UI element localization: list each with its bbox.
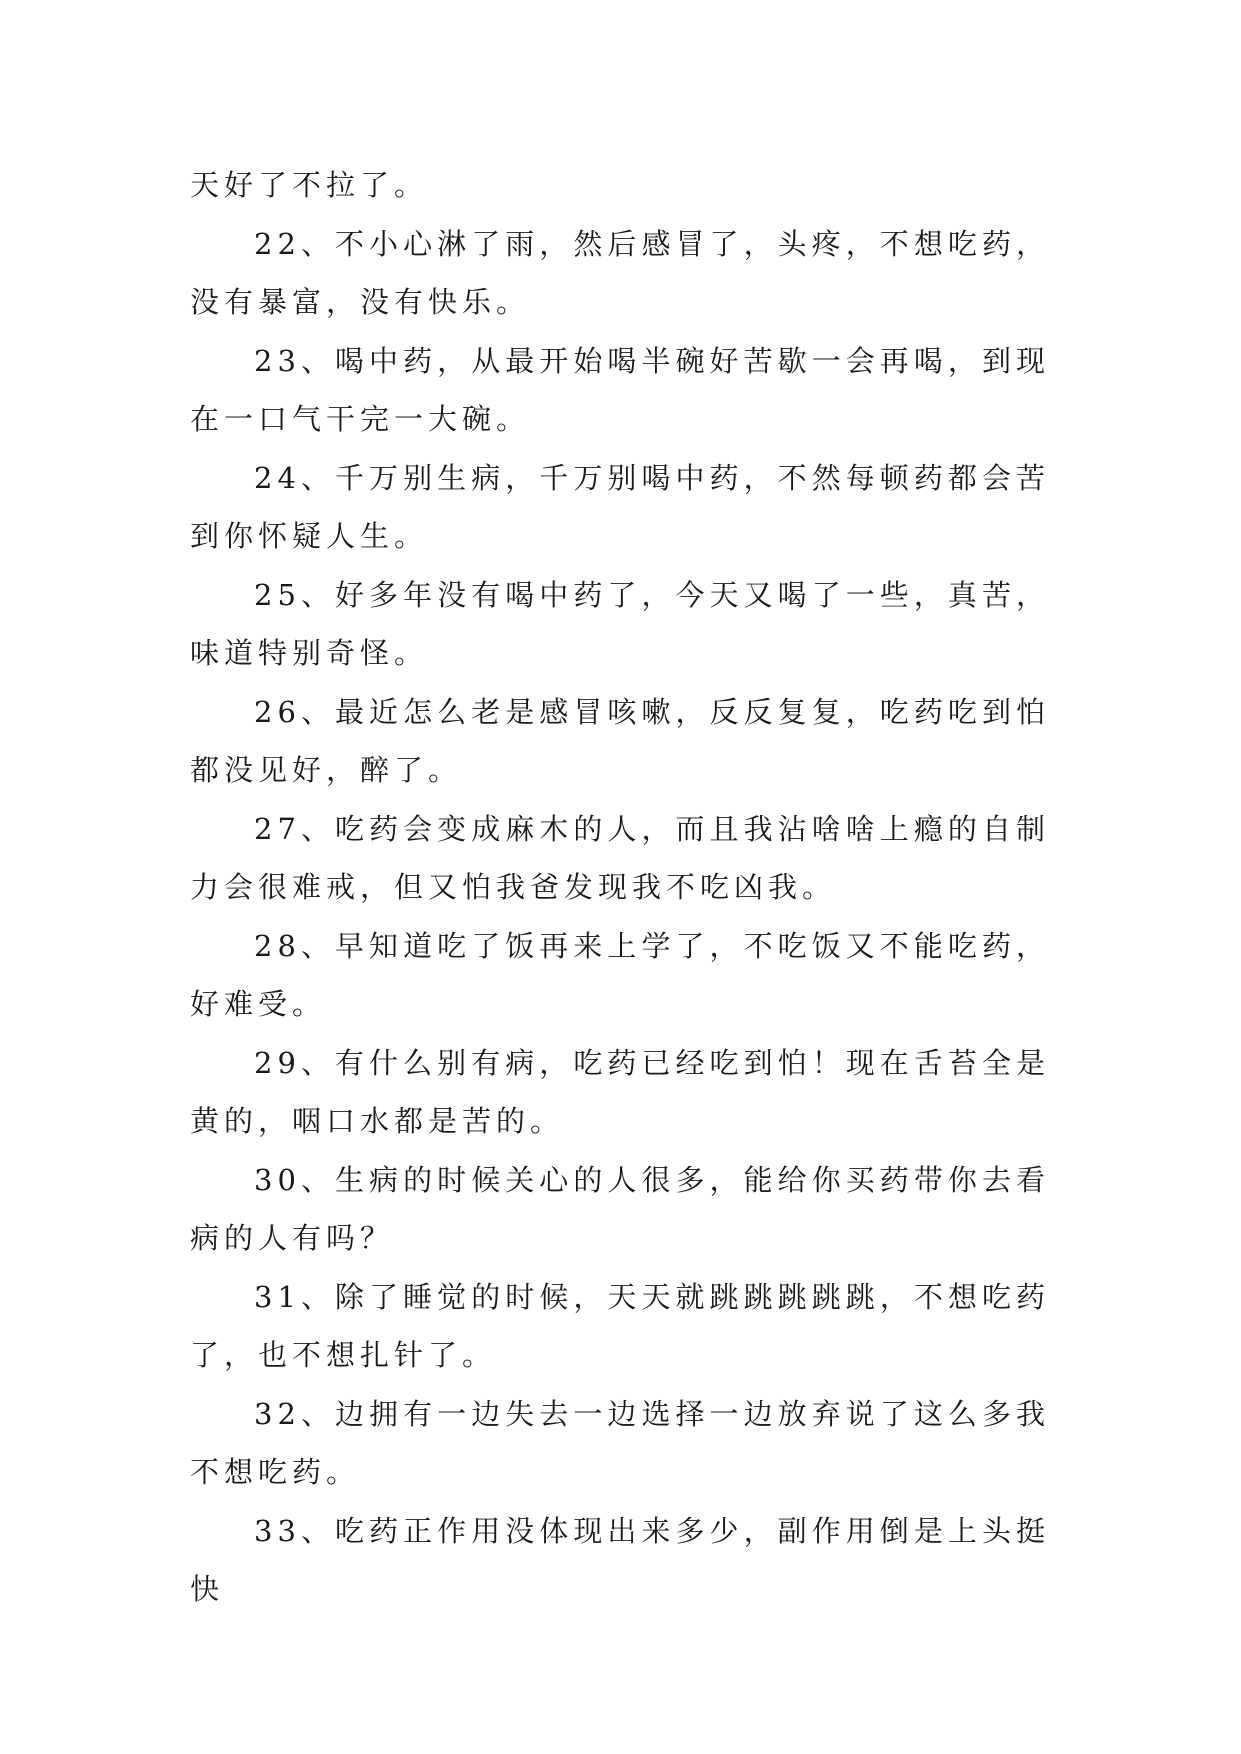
paragraph-24: 24、千万别生病，千万别喝中药，不然每顿药都会苦到你怀疑人生。 [190, 460, 1050, 553]
paragraph-29: 29、有什么别有病，吃药已经吃到怕！现在舌苔全是黄的，咽口水都是苦的。 [190, 1045, 1050, 1138]
paragraph-continuation: 天好了不拉了。 [190, 168, 429, 202]
paragraph-33: 33、吃药正作用没体现出来多少，副作用倒是上头挺快 [190, 1513, 1050, 1606]
paragraph-25: 25、好多年没有喝中药了，今天又喝了一些，真苦，味道特别奇怪。 [190, 577, 1050, 670]
paragraph-31: 31、除了睡觉的时候，天天就跳跳跳跳跳，不想吃药了，也不想扎针了。 [190, 1279, 1050, 1372]
paragraph-28: 28、早知道吃了饭再来上学了，不吃饭又不能吃药，好难受。 [190, 928, 1050, 1021]
paragraph-22: 22、不小心淋了雨，然后感冒了，头疼，不想吃药，没有暴富，没有快乐。 [190, 226, 1050, 319]
paragraph-32: 32、边拥有一边失去一边选择一边放弃说了这么多我不想吃药。 [190, 1396, 1050, 1489]
document-body [190, 156, 1050, 1619]
paragraph-26: 26、最近怎么老是感冒咳嗽，反反复复，吃药吃到怕都没见好，醉了。 [190, 694, 1050, 787]
paragraph-30: 30、生病的时候关心的人很多，能给你买药带你去看病的人有吗？ [190, 1162, 1050, 1255]
paragraph-23: 23、喝中药，从最开始喝半碗好苦歇一会再喝，到现在一口气干完一大碗。 [190, 343, 1050, 436]
paragraph-27: 27、吃药会变成麻木的人，而且我沾啥啥上瘾的自制力会很难戒，但又怕我爸发现我不吃凶我。 [190, 811, 1050, 904]
